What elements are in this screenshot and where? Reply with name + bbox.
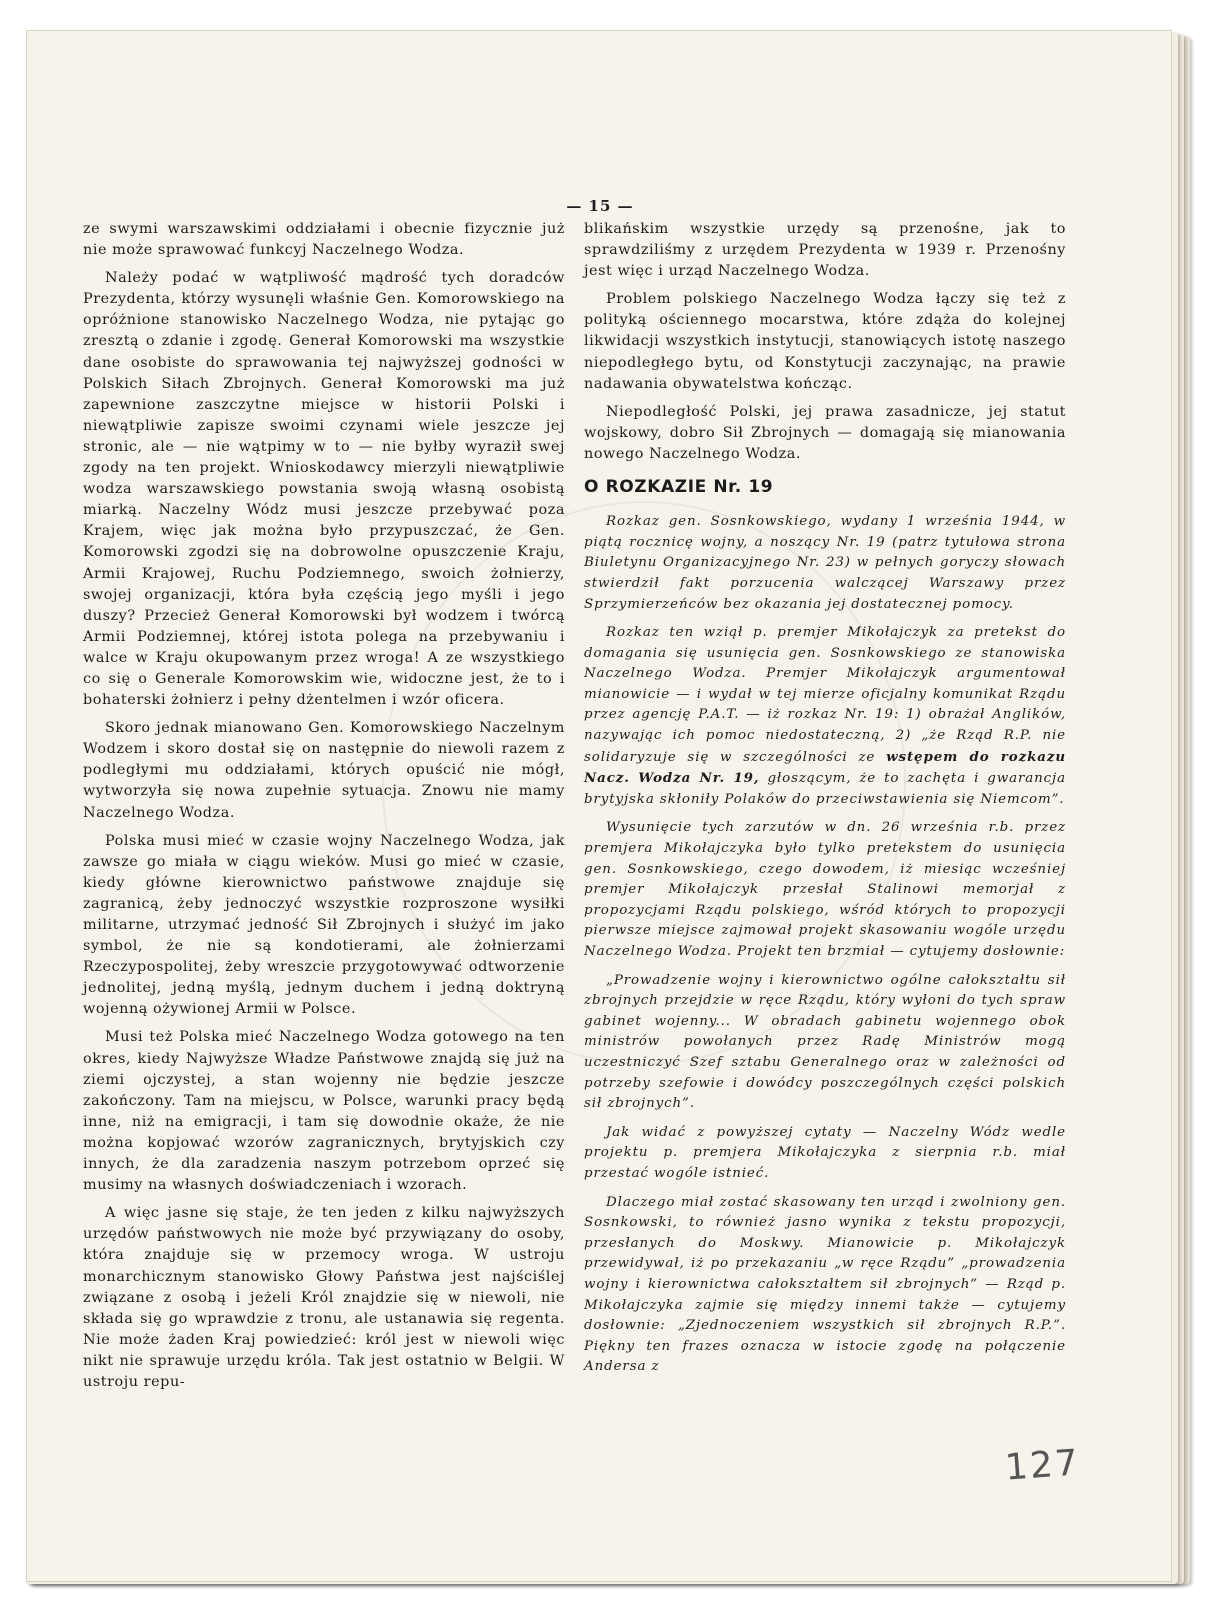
document-page: [26, 30, 1172, 1582]
italic-text: głoszącym, że to zachęta i gwarancja brytyjska skłoniły Polaków do przeciwstawienia się Niemcom”.: [584, 771, 1066, 807]
italic-text: Rozkaz ten wziął p. premjer Mikołajczyk za pretekst do domagania się usunięcia gen. Sosnkowskiego ze stanowiska Naczelnego Wodza. Premjer Mikołajczyk argumentował mianowicie — i wydał w tej mierze oficjalny komunikat Rządu przez agencję P.A.T. — iż rozkaz Nr. 19: 1) obrażał Anglików, nazywając ich pomoc niedostateczną, 2) „że Rząd R.P. nie solidaryzuje się w szczególności ze: [584, 625, 1066, 765]
italic-paragraph: [584, 623, 1066, 810]
section-heading: O ROZKAZIE Nr. 19: [584, 477, 774, 498]
italic-paragraph: Wysunięcie tych zarzutów w dn. 26 września r.b. przez premjera Mikołajczyka było tylko pretekstem do usunięcia gen. Sosnkowskiego, czego dowodem, iż miesiąc wcześniej premjer Mikołajczyk przesłał Stalinowi memorjał z propozycjami Rządu polskiego, wśród których to propozycji pierwsze miejsce zajmował projekt skasowaniu wogóle urzędu Naczelnego Wodza. Projekt ten brzmiał — cytujemy dosłownie:: [584, 820, 1066, 959]
paragraph: blikańskim wszystkie urzędy są przenośne, jak to sprawdziliśmy z urzędem Prezydenta w 1939 r. Przenośny jest więc i urząd Naczelnego Wodza.: [584, 221, 1066, 280]
right-column: [584, 219, 1066, 1386]
handwritten-page-mark: 127: [1003, 1442, 1082, 1489]
italic-paragraph: Dlaczego miał zostać skasowany ten urząd i zwolniony gen. Sosnkowski, to również jasno wynika z tekstu propozycji, przesłanych do Moskwy. Mianowicie p. Mikołajczyk przewidywał, iż po przekazaniu „w ręce Rządu” „prowadzenia wojny i kierownictwa całokształtem sił zbrojnych” — Rząd p. Mikołajczyka zajmie się między innemi także — cytujemy dosłownie: „Zjednoczeniem wszystkich sił zbrojnych R.P.”. Piękny ten frazes oznacza w istocie zgodę na połączenie Andersa z: [584, 1194, 1066, 1375]
paragraph: Problem polskiego Naczelnego Wodza łączy się też z polityką ościennego mocarstwa, które zdąża do kolejnej likwidacji wszystkich instytucji, stanowiących istotę naszego niepodległego bytu, od Konstytucji zaczynając, na prawie nadawania obywatelstwa kończąc.: [584, 291, 1066, 392]
paragraph: Niepodległość Polski, jej prawa zasadnicze, jej statut wojskowy, dobro Sił Zbrojnych — domagają się mianowania nowego Naczelnego Wodza.: [584, 403, 1066, 462]
paragraph: A więc jasne się staje, że ten jeden z kilku najwyższych urzędów państwowych nie może być przywiązany do osoby, która znajduje się w przemocy wroga. W ustroju monarchicznym stanowisko Głowy Państwa jest najściślej związane z osobą i jeżeli Król znajdzie się w niewoli, nie składa się go wprawdzie z tronu, ale ustanawia się regenta. Nie może żaden Kraj powiedzieć: król jest w niewoli więc nikt nie sprawuje urzędu króla. Tak jest ostatnio w Belgii. W ustroju repu-: [83, 1205, 565, 1390]
italic-quote: „Prowadzenie wojny i kierownictwo ogólne całokształtu sił zbrojnych przejdzie w ręce Rządu, który wyłoni do tych spraw gabinet wojenny... W obradach gabinetu wojennego obok ministrów powołanych przez Radę Ministrów mogą uczestniczyć Szef sztabu Generalnego oraz w zależności od potrzeby szefowie i dowódcy poszczególnych części polskich sił zbrojnych”.: [584, 972, 1066, 1112]
left-column: [83, 219, 565, 1400]
italic-paragraph: Jak widać z powyższej cytaty — Naczelny Wódz wedle projektu p. premjera Mikołajczyka z sierpnia r.b. miał przestać wogóle istnieć.: [584, 1124, 1066, 1181]
page-number: — 15 —: [566, 197, 634, 215]
paragraph: Skoro jednak mianowano Gen. Komorowskiego Naczelnym Wodzem i skoro dostał się on następnie do niewoli razem z podległymi mu oddziałami, których opuścić nie mógł, wytworzyła się nowa zupełnie sytuacja. Znowu nie mamy Naczelnego Wodza.: [83, 720, 565, 821]
paragraph: Polska musi mieć w czasie wojny Naczelnego Wodza, jak zawsze go miała w ciągu wieków. Musi go mieć w czasie, kiedy główne kierownictwo państwowe znajduje się zagranicą, żeby jednoczyć wszystkie rozproszone wysiłki militarne, utrzymać jedność Sił Zbrojnych i służyć im jako symbol, że nie są kondotierami, ale żołnierzami Rzeczypospolitej, żeby wreszcie przygotowywać odtworzenie jednolitej, jedną myślą, jednym duchem i jedną doktryną wojenną ożywionej Armii w Polsce.: [83, 832, 565, 1018]
italic-paragraph: Rozkaz gen. Sosnkowskiego, wydany 1 września 1944, w piątą rocznicę wojny, a noszący Nr. 19 (patrz tytułowa strona Biuletynu Organizacyjnego Nr. 23) w pełnych goryczy słowach stwierdził fakt porzucenia walczącej Warszawy przez Sprzymierzeńców bez okazania jej dostatecznej pomocy.: [584, 514, 1066, 612]
paragraph: ze swymi warszawskimi oddziałami i obecnie fizycznie już nie może sprawować funkcyj Naczelnego Wodza.: [83, 221, 565, 259]
paragraph: Należy podać w wątpliwość mądrość tych doradców Prezydenta, którzy wysunęli właśnie Gen. Komorowskiego na opróżnione stanowisko Naczelnego Wodza, nie pytając go zresztą o zdanie i zgodę. Generał Komorowski ma wszystkie dane osobiste do sprawowania tej najwyższej godności w Polskich Siłach Zbrojnych. Generał Komorowski ma już zapewnione zaszczytne miejsce w historii Polski i niewątpliwie zapisze swoimi czynami wiele jeszcze jej stronic, ale — nie wątpimy w to — nie byłby wyraził swej zgody na ten projekt. Wnioskodawcy mierzyli niewątpliwie wodza warszawskiego powstania swoją własną osobistą miarką. Naczelny Wódz musi jeszcze przebywać poza Krajem, więc jak można było przypuszczać, że Gen. Komorowski zgodzi się na dobrowolne opuszczenie Kraju, Armii Krajowej, Ruchu Podziemnego, swoich żołnierzy, swojej organizacji, która była częścią jego myśli i jego duszy? Przecież Generał Komorowski był wodzem i twórcą Armii Podziemnej, której istota polega na przebywaniu i walce w Kraju okupowanym przez wroga! A ze wszystkiego co się o Generale Komorowskim wie, widoczne jest, że to i bohaterski żołnierz i pełny dżentelmen i wzór oficera.: [83, 270, 565, 709]
paragraph: Musi też Polska mieć Naczelnego Wodza gotowego na ten okres, kiedy Najwyższe Władze Państwowe znajdą się już na ziemi ojczystej, a stan wojenny nie będzie jeszcze zakończony. Tam na miejscu, w Polsce, warunki pracy będą inne, niż na emigracji, i tam się dowodnie okaże, że nie można kopjować wzorów zagranicznych, brytyjskich czy innych, że dla zaradzenia naszym potrzebom oprzeć się musimy na własnych doświadczeniach i wzorach.: [83, 1029, 565, 1194]
bold-fragment: wstępem do rozkazu Nacz. Wodza Nr. 19,: [584, 748, 1066, 787]
